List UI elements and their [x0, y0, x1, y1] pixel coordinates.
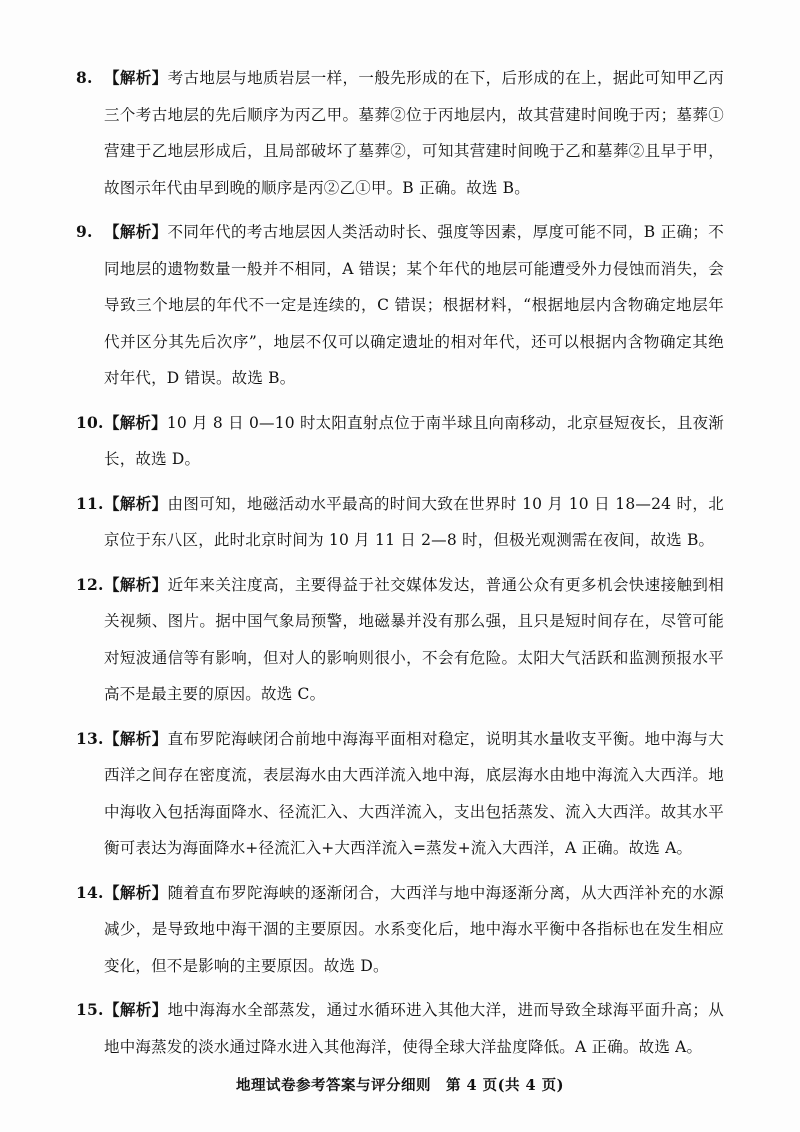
- question-number: 8.: [76, 68, 93, 87]
- answer-item-15: [76, 992, 724, 1065]
- question-number: 10.: [76, 412, 104, 432]
- answer-item-13: [76, 721, 724, 867]
- question-number: 12.: [76, 574, 104, 594]
- answer-item-9: [76, 214, 724, 397]
- answer-text: 随着直布罗陀海峡的逐渐闭合，大西洋与地中海逐渐分离，从大西洋补充的水源减少，是导致地中海干涸的主要原因。水系变化后，地中海水平衡中各指标也在发生相应变化，但不是影响的主要原因。故选 D。: [104, 883, 724, 975]
- question-number: 14.: [76, 882, 104, 902]
- answer-item-11: [76, 486, 724, 559]
- analysis-tag: 【解析】: [104, 222, 168, 241]
- question-number: 13.: [76, 728, 104, 748]
- answer-list: [76, 60, 724, 1073]
- answer-item-8: [76, 60, 724, 206]
- question-number: 9.: [76, 222, 93, 241]
- analysis-tag: 【解析】: [104, 574, 168, 594]
- answer-item-12: [76, 567, 724, 713]
- answer-item-10: [76, 405, 724, 478]
- answer-text: 考古地层与地质岩层一样，一般先形成的在下，后形成的在上，据此可知甲乙丙三个考古地层的先后顺序为丙乙甲。墓葬②位于丙地层内，故其营建时间晚于丙；墓葬①营建于乙地层形成后，且局部破坏了墓葬②，可知其营建时间晚于乙和墓葬②且早于甲，故图示年代由早到晚的顺序是丙②乙①甲。B 正确。故选 B。: [104, 69, 724, 197]
- question-number: 11.: [76, 493, 104, 513]
- analysis-tag: 【解析】: [104, 882, 168, 902]
- analysis-tag: 【解析】: [104, 1000, 168, 1019]
- answer-text: 不同年代的考古地层因人类活动时长、强度等因素，厚度可能不同，B 正确；不同地层的遗物数量一般并不相同，A 错误；某个年代的地层可能遭受外力侵蚀而消失，会导致三个地层的年代不一定是连续的，C 错误；根据材料，“根据地层内含物确定地层年代并区分其先后次序”，地层不仅可以确定遗址的相对年代，还可以根据内含物确定其绝对年代，D 错误。故选 B。: [104, 223, 724, 387]
- analysis-tag: 【解析】: [104, 493, 168, 513]
- answer-text: 10 月 8 日 0—10 时太阳直射点位于南半球且向南移动，北京昼短夜长，且夜渐长，故选 D。: [104, 413, 724, 468]
- answer-text: 由图可知，地磁活动水平最高的时间大致在世界时 10 月 10 日 18—24 时，北京位于东八区，此时北京时间为 10 月 11 日 2—8 时，但极光观测需在夜间，故选 B。: [104, 494, 724, 549]
- question-number: 15.: [76, 1000, 104, 1019]
- answer-text: 近年来关注度高，主要得益于社交媒体发达，普通公众有更多机会快速接触到相关视频、图片。据中国气象局预警，地磁暴并没有那么强，且只是短时间存在，尽管可能对短波通信等有影响，但对人的影响则很小，不会有危险。太阳大气活跃和监测预报水平高不是最主要的原因。故选 C。: [104, 575, 724, 703]
- analysis-tag: 【解析】: [104, 412, 167, 432]
- answer-text: 直布罗陀海峡闭合前地中海海平面相对稳定，说明其水量收支平衡。地中海与大西洋之间存在密度流，表层海水由大西洋流入地中海，底层海水由地中海流入大西洋。地中海收入包括海面降水、径流汇入、大西洋流入，支出包括蒸发、流入大西洋。故其水平衡可表达为海面降水+径流汇入+大西洋流入=蒸发+流入大西洋，A 正确。故选 A。: [104, 729, 724, 857]
- analysis-tag: 【解析】: [104, 68, 168, 87]
- analysis-tag: 【解析】: [104, 728, 168, 748]
- page-footer: 地理试卷参考答案与评分细则 第 4 页(共 4 页): [235, 1077, 565, 1094]
- answer-text: 地中海海水全部蒸发，通过水循环进入其他大洋，进而导致全球海平面升高；从地中海蒸发的淡水通过降水进入其他海洋，使得全球大洋盐度降低。A 正确。故选 A。: [104, 1001, 724, 1056]
- answer-item-14: [76, 875, 724, 985]
